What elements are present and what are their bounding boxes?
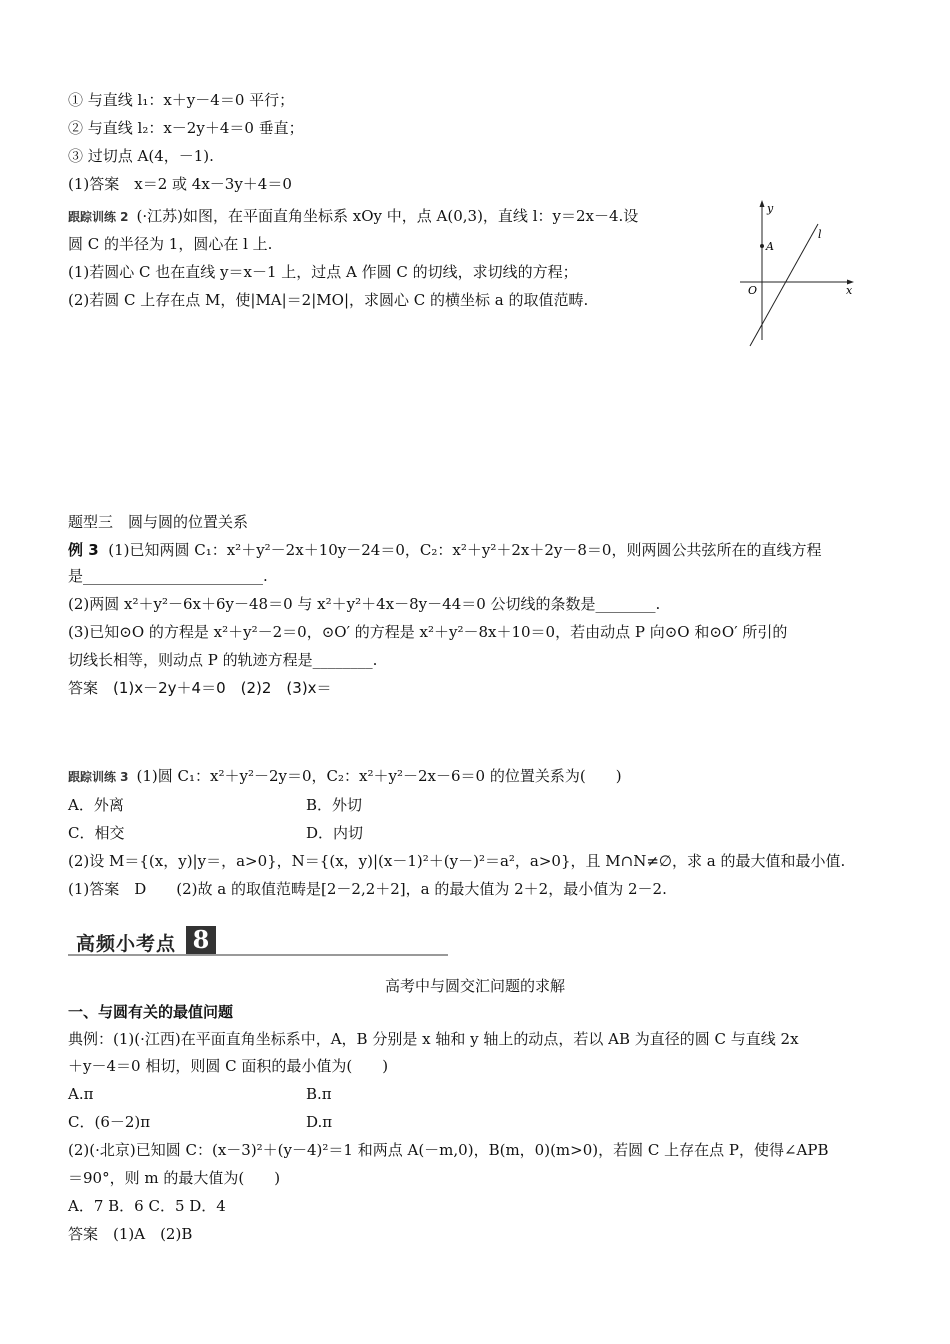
example-opt-a: A.π: [68, 1085, 94, 1103]
example-opt-d: D.π: [306, 1113, 333, 1131]
example3-p1b: 是________________________.: [68, 567, 268, 585]
training3-line1: [68, 766, 622, 787]
example-line2: ＋y－4＝0 相切，则圆 C 面积的最小值为( ): [68, 1057, 389, 1075]
subsection-1-title: 一、与圆有关的最值问题: [68, 1003, 234, 1021]
training2-line2: 圆 C 的半径为 1，圆心在 l 上.: [68, 235, 273, 253]
example-opt-c: C．(6－2)π: [68, 1113, 151, 1131]
origin-label: O: [748, 284, 758, 297]
training3-opt-c: C．相交: [68, 824, 125, 842]
y-axis-arrow: [760, 200, 765, 207]
example-answer: 答案 (1)A (2)B: [68, 1225, 193, 1243]
coordinate-figure: [740, 198, 860, 348]
answer-1: (1)答案 x＝2 或 4x－3y＋4＝0: [68, 175, 292, 193]
training2-q1: (1)若圆心 C 也在直线 y＝x－1 上，过点 A 作圆 C 的切线，求切线的方程；: [68, 263, 578, 281]
section3-title: 题型三 圆与圆的位置关系: [68, 513, 249, 531]
training2-tag: 跟踪训练 2: [68, 210, 129, 224]
training3-opt-a: A．外离: [68, 796, 124, 814]
training3-opt-d: D．内切: [306, 824, 364, 842]
example3-p3a: (3)已知⊙O 的方程是 x²＋y²－2＝0，⊙O′ 的方程是 x²＋y²－8x＋10＝0，若由动点 P 向⊙O 和⊙O′ 所引的: [68, 623, 788, 641]
example3-answer: 答案 (1)x－2y＋4＝0 (2)2 (3)x＝: [68, 679, 332, 697]
training3-q1: (1)圆 C₁：x²＋y²－2y＝0，C₂：x²＋y²－2x－6＝0 的位置关系为( ): [136, 767, 622, 785]
example3-p1a: (1)已知两圆 C₁：x²＋y²－2x＋10y－24＝0，C₂：x²＋y²＋2x＋2y－8＝0，则两圆公共弦所在的直线方程: [108, 541, 822, 559]
training3-tag: 跟踪训练 3: [68, 770, 129, 784]
topic-title: 高考中与圆交汇问题的求解: [384, 977, 565, 995]
point-a-label: A: [766, 240, 774, 253]
training2-line1: [68, 206, 638, 227]
point-a: [760, 244, 764, 248]
high-frequency-banner: [68, 925, 448, 956]
training2-q2: (2)若圆 C 上存在点 M，使|MA|＝2|MO|，求圆心 C 的横坐标 a 的取值范畴.: [68, 291, 589, 309]
example-opts2: A．7 B．6 C．5 D．4: [68, 1197, 226, 1215]
example3-p3b: 切线长相等，则动点 P 的轨迹方程是________.: [68, 651, 378, 669]
training3-q2: (2)设 M＝{(x，y)|y＝，a>0}，N＝{(x，y)|(x－1)²＋(y－)²＝a²，a>0}，且 M∩N≠∅，求 a 的最大值和最小值.: [68, 852, 846, 870]
example3-p2: (2)两圆 x²＋y²－6x＋6y－48＝0 与 x²＋y²＋4x－8y－44＝0 公切线的条数是________.: [68, 595, 661, 613]
example-line1: 典例：(1)(·江西)在平面直角坐标系中，A，B 分别是 x 轴和 y 轴上的动点，若以 AB 为直径的圆 C 与直线 2x: [68, 1030, 799, 1048]
banner-number: 8: [186, 926, 216, 954]
example3-label: 例 3: [68, 541, 99, 559]
training2-text: (·江苏)如图，在平面直角坐标系 xOy 中，点 A(0,3)，直线 l：y＝2x－4.设: [136, 207, 639, 225]
training3-opt-b: B．外切: [306, 796, 363, 814]
example-opt-b: B.π: [306, 1085, 332, 1103]
banner-text: 高频小考点: [76, 933, 177, 955]
intro-item-2: ② 与直线 l₂：x－2y＋4＝0 垂直；: [68, 119, 304, 137]
example-q2a: (2)(·北京)已知圆 C：(x－3)²＋(y－4)²＝1 和两点 A(－m,0)，B(m，0)(m>0)，若圆 C 上存在点 P，使得∠APB: [68, 1141, 829, 1159]
line-l: [750, 224, 818, 346]
x-label: x: [846, 284, 853, 297]
y-label: y: [767, 202, 774, 215]
intro-item-3: ③ 过切点 A(4，－1).: [68, 147, 214, 165]
example-q2b: ＝90°，则 m 的最大值为( ): [68, 1169, 281, 1187]
line-l-label: l: [818, 228, 822, 241]
example3-line1: [68, 540, 821, 560]
training3-answer: (1)答案 D (2)故 a 的取值范畴是[2－2,2＋2]，a 的最大值为 2＋2，最小值为 2－2.: [68, 880, 667, 898]
intro-item-1: ① 与直线 l₁：x＋y－4＝0 平行；: [68, 91, 295, 109]
